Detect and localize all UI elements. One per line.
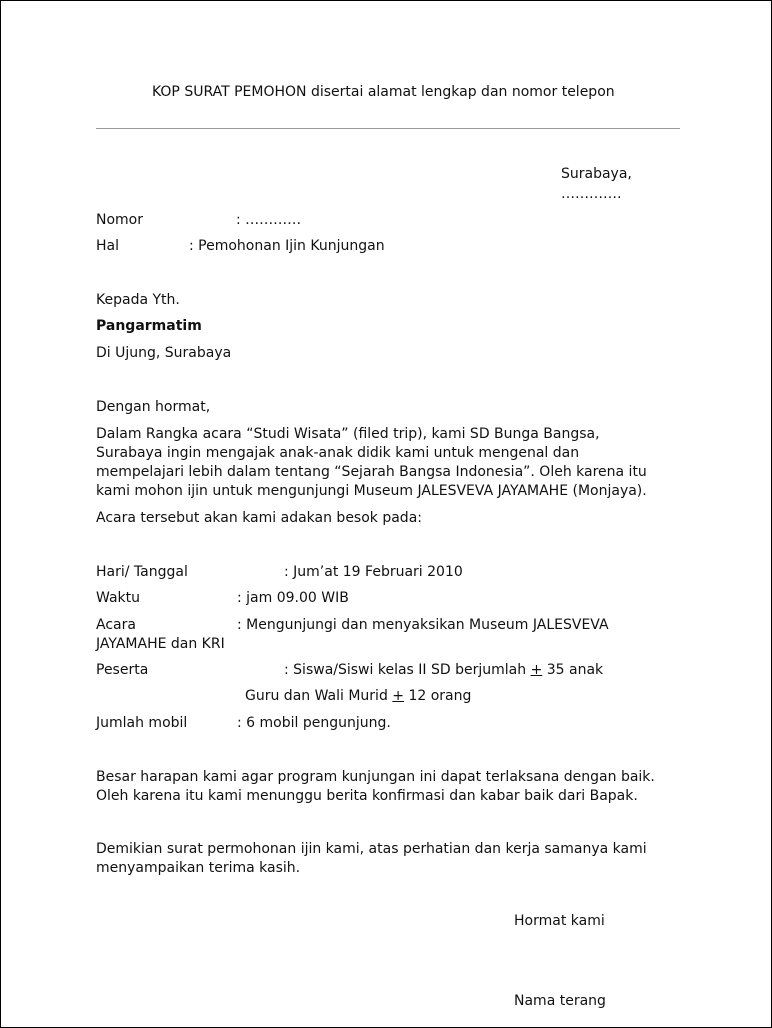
letterhead-text: KOP SURAT PEMOHON disertai alamat lengkap dan nomor telepon	[152, 84, 615, 100]
regards: Hormat kami	[514, 913, 605, 929]
plus-minus-sign: +	[530, 662, 543, 678]
plus-minus-sign: +	[392, 688, 405, 704]
hal-label: Hal	[96, 238, 119, 254]
acara-continuation: JAYAMAHE dan KRI	[96, 636, 225, 652]
guru-value	[245, 687, 471, 706]
place-date: ………….	[561, 186, 622, 202]
peserta-count: 35 anak	[542, 662, 604, 678]
paragraph-1-line: kami mohon ijin untuk mengunjungi Museum JALESVEVA JAYAMAHE (Monjaya).	[96, 483, 647, 499]
waktu-label: Waktu	[96, 590, 140, 606]
paragraph-3-line: Demikian surat permohonan ijin kami, atas perhatian dan kerja samanya kami	[96, 841, 647, 857]
hari-label: Hari/ Tanggal	[96, 564, 188, 580]
recipient-address: Di Ujung, Surabaya	[96, 345, 232, 361]
letterhead-divider	[96, 128, 680, 129]
peserta-text: : Siswa/Siswi kelas II SD berjumlah	[284, 662, 531, 678]
greeting: Dengan hormat,	[96, 399, 211, 415]
acara-value: : Mengunjungi dan menyaksikan Museum JALESVEVA	[237, 617, 609, 633]
paragraph-2-line: Oleh karena itu kami menunggu berita konfirmasi dan kabar baik dari Bapak.	[96, 788, 638, 804]
hal-value: : Pemohonan Ijin Kunjungan	[189, 238, 385, 254]
paragraph-1-line: Surabaya ingin mengajak anak-anak didik kami untuk mengenal dan	[96, 445, 580, 461]
guru-text: Guru dan Wali Murid	[245, 688, 393, 704]
paragraph-1-line: Dalam Rangka acara “Studi Wisata” (filed trip), kami SD Bunga Bangsa,	[96, 426, 600, 442]
waktu-value: : jam 09.00 WIB	[237, 590, 349, 606]
hari-value: : Jum’at 19 Februari 2010	[284, 564, 463, 580]
peserta-value	[284, 661, 603, 680]
signature-name: Nama terang	[514, 993, 606, 1009]
recipient-name: Pangarmatim	[96, 318, 202, 334]
nomor-value: : …………	[236, 212, 302, 228]
place-city: Surabaya,	[561, 166, 632, 182]
paragraph-2-line: Besar harapan kami agar program kunjungan ini dapat terlaksana dengan baik.	[96, 769, 655, 785]
mobil-value: : 6 mobil pengunjung.	[237, 715, 391, 731]
paragraph-1-line: mempelajari lebih dalam tentang “Sejarah Bangsa Indonesia”. Oleh karena itu	[96, 464, 647, 480]
schedule-intro: Acara tersebut akan kami adakan besok pada:	[96, 510, 422, 526]
mobil-label: Jumlah mobil	[96, 715, 188, 731]
peserta-label: Peserta	[96, 662, 149, 678]
acara-label: Acara	[96, 617, 136, 633]
guru-count: 12 orang	[404, 688, 472, 704]
paragraph-3-line: menyampaikan terima kasih.	[96, 860, 301, 876]
nomor-label: Nomor	[96, 212, 143, 228]
recipient-to: Kepada Yth.	[96, 292, 180, 308]
